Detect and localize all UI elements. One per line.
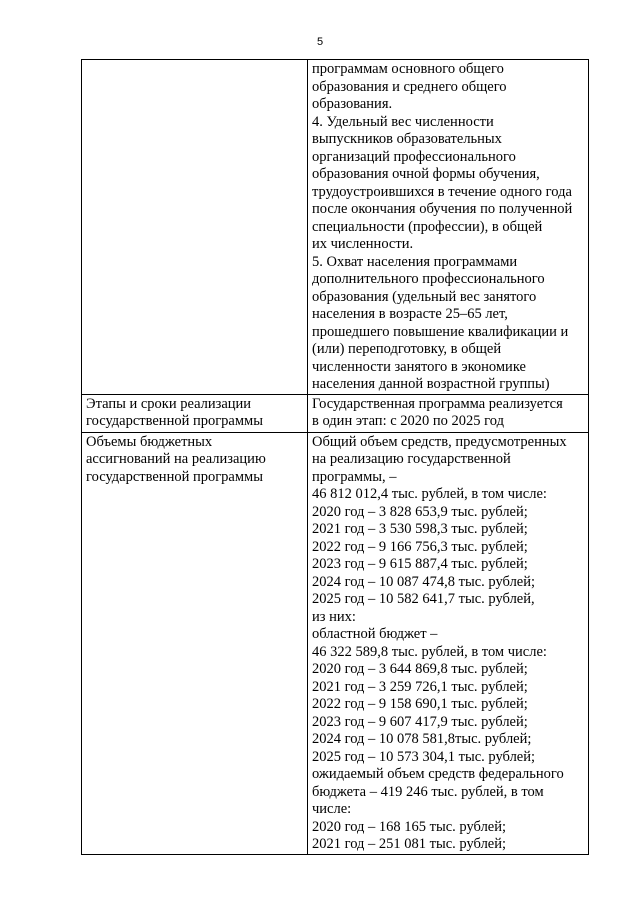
text-line: Этапы и сроки реализации [86, 395, 252, 412]
text-line: в один этап: с 2020 по 2025 год [312, 413, 504, 429]
text-line: 2020 год – 3 828 653,9 тыс. рублей; [312, 503, 528, 520]
text-line: 46 322 589,8 тыс. рублей, в том числе: [312, 643, 547, 660]
row-value-cell [308, 432, 589, 854]
text-line: Государственная программа реализуется [312, 395, 563, 412]
text-line: 2024 год – 10 087 474,8 тыс. рублей; [312, 573, 536, 590]
text-line: организаций профессионального [312, 148, 516, 165]
text-line: выпускников образовательных [312, 131, 502, 147]
text-line: 2022 год – 9 166 756,3 тыс. рублей; [312, 538, 528, 555]
text-line: 2021 год – 3 259 726,1 тыс. рублей; [312, 678, 528, 695]
text-line: 2021 год – 251 081 тыс. рублей; [312, 836, 507, 852]
text-line: областной бюджет – [312, 626, 438, 642]
text-line: числе: [312, 801, 352, 817]
text-line: 2023 год – 9 615 887,4 тыс. рублей; [312, 556, 528, 572]
text-line: 4. Удельный вес численности [312, 113, 494, 130]
text-line: программам основного общего [312, 61, 504, 77]
text-line: после окончания обучения по полученной [312, 201, 573, 217]
text-line: бюджета – 419 246 тыс. рублей, в том [312, 783, 544, 800]
text-line: образования и среднего общего [312, 78, 507, 95]
row-label-cell [82, 60, 308, 395]
row-label-cell [82, 394, 308, 432]
text-line: 2025 год – 10 582 641,7 тыс. рублей, [312, 591, 535, 607]
text-line: специальности (профессии), в общей [312, 218, 543, 235]
text-line: из них: [312, 608, 356, 625]
text-line: 2024 год – 10 078 581,8тыс. рублей; [312, 731, 532, 747]
text-line: образования. [312, 96, 393, 112]
text-line: численности занятого в экономике [312, 358, 526, 375]
text-line: населения в возрасте 25–65 лет, [312, 306, 508, 322]
table-row [82, 394, 589, 432]
row-label-cell [82, 432, 308, 854]
text-line: ассигнований на реализацию [86, 451, 266, 467]
text-line: государственной программы [86, 413, 263, 429]
text-line: образования очной формы обучения, [312, 166, 540, 182]
text-line: трудоустроившихся в течение одного года [312, 183, 572, 200]
table-row [82, 432, 589, 854]
text-line: 5. Охват населения программами [312, 253, 518, 270]
text-line: Объемы бюджетных [86, 433, 213, 450]
text-line: населения данной возрастной группы) [312, 376, 550, 392]
row-value-cell [308, 394, 589, 432]
text-line: 2020 год – 3 644 869,8 тыс. рублей; [312, 661, 528, 677]
text-line: дополнительного профессионального [312, 271, 545, 287]
text-line: прошедшего повышение квалификации и [312, 323, 569, 340]
text-line: на реализацию государственной [312, 451, 511, 467]
text-line: образования (удельный вес занятого [312, 288, 537, 305]
program-passport-table [81, 59, 589, 855]
text-line: программы, – [312, 468, 397, 485]
text-line: 2025 год – 10 573 304,1 тыс. рублей; [312, 748, 536, 765]
table-row [82, 60, 589, 395]
row-value-cell [308, 60, 589, 395]
text-line: их численности. [312, 236, 414, 252]
text-line: 46 812 012,4 тыс. рублей, в том числе: [312, 486, 547, 502]
text-line: 2023 год – 9 607 417,9 тыс. рублей; [312, 713, 528, 730]
text-line: государственной программы [86, 468, 263, 485]
text-line: 2020 год – 168 165 тыс. рублей; [312, 818, 507, 835]
text-line: 2022 год – 9 158 690,1 тыс. рублей; [312, 696, 528, 712]
text-line: (или) переподготовку, в общей [312, 341, 502, 357]
page-number: 5 [316, 36, 324, 48]
text-line: ожидаемый объем средств федерального [312, 766, 564, 782]
text-line: 2021 год – 3 530 598,3 тыс. рублей; [312, 521, 528, 537]
text-line: Общий объем средств, предусмотренных [312, 433, 567, 450]
